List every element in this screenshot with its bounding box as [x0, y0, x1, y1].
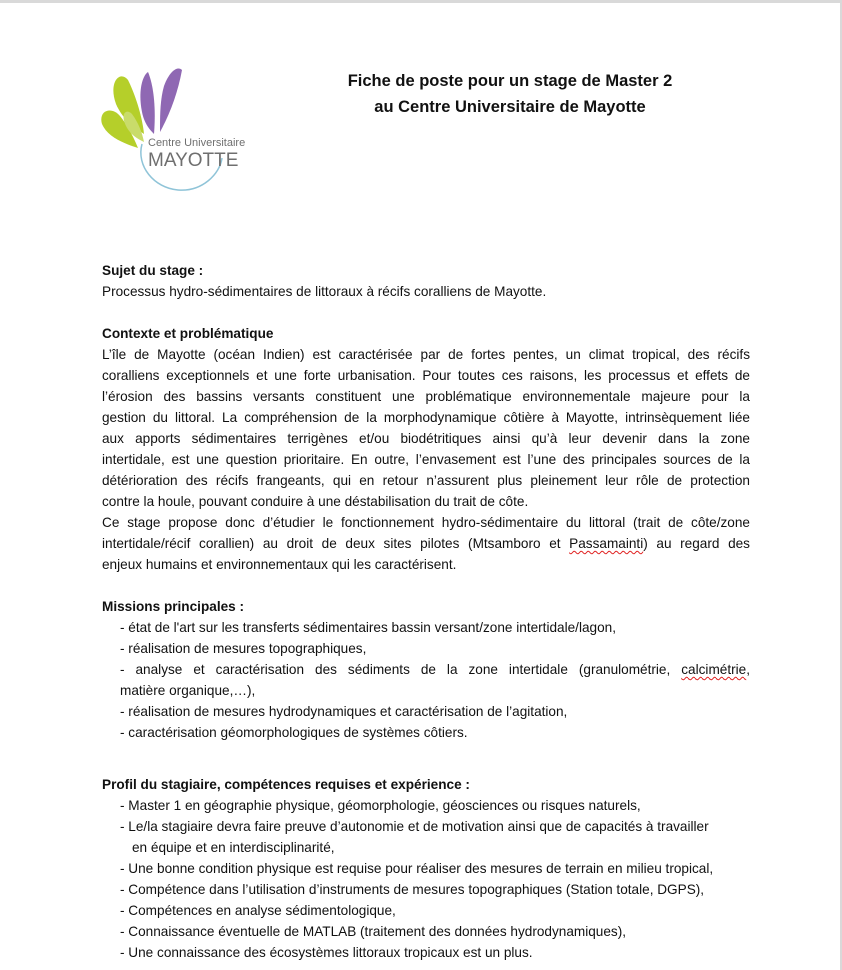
- list-item: [120, 816, 750, 858]
- list-item-part: - analyse et caractérisation des sédiments de la zone intertidale (granulométrie,: [120, 662, 682, 677]
- missions-list: [102, 617, 750, 743]
- list-item-text: en équipe et en interdisciplinarité,: [132, 840, 335, 855]
- list-item: [120, 900, 750, 921]
- list-item-text: - Une connaissance des écosystèmes littoraux tropicaux est un plus.: [120, 945, 533, 960]
- list-item-text: - réalisation de mesures topographiques,: [120, 641, 367, 656]
- sujet-heading: Sujet du stage :: [102, 263, 204, 278]
- list-item-text: [120, 659, 750, 680]
- contexte-line: gestion du littoral. La compréhension de la morphodynamique côtière à Mayotte, intrinsèquement liée: [102, 410, 750, 425]
- profil-list: [102, 795, 750, 963]
- list-item-text: - Compétences en analyse sédimentologique,: [120, 903, 396, 918]
- logo-line1: Centre Universitaire: [148, 137, 246, 149]
- spellcheck-word: Passamainti: [569, 536, 644, 551]
- list-item-text: - Une bonne condition physique est requise pour réaliser des mesures de terrain en milieu tropical,: [120, 861, 714, 876]
- list-item: [120, 858, 750, 879]
- stage-line: [102, 533, 750, 554]
- list-item: [120, 722, 750, 743]
- contexte-line: contre la houle, pouvant conduire à une déstabilisation du trait de côte.: [102, 494, 529, 509]
- logo-line2: MAYOTTE: [148, 150, 239, 171]
- list-item: [120, 701, 750, 722]
- list-item-text: - réalisation de mesures hydrodynamiques et caractérisation de l’agitation,: [120, 704, 568, 719]
- list-item-text: - Connaissance éventuelle de MATLAB (traitement des données hydrodynamiques),: [120, 924, 627, 939]
- list-item: [120, 617, 750, 638]
- document-title: [300, 68, 720, 120]
- sujet-text: Processus hydro-sédimentaires de littoraux à récifs coralliens de Mayotte.: [102, 284, 547, 299]
- cum-logo: [98, 62, 254, 194]
- list-item-part: ,: [746, 662, 750, 677]
- contexte-line: intertidale, est une question prioritaire. En outre, l’envasement est l’une des principales sources de la: [102, 452, 750, 467]
- stage-line: enjeux humains et environnementaux qui les caractérisent.: [102, 557, 457, 572]
- contexte-line: L’île de Mayotte (océan Indien) est caractérisée par de fortes pentes, un climat tropical, des récifs: [102, 347, 750, 362]
- contexte-paragraph: [102, 344, 750, 512]
- list-item-text: matière organique,…),: [120, 683, 256, 698]
- window-top-border: [0, 0, 842, 3]
- stage-line-part: ) au regard des: [643, 536, 750, 551]
- document-body: [102, 260, 750, 963]
- list-item-text: - Compétence dans l’utilisation d’instruments de mesures topographiques (Station totale, DGPS),: [120, 882, 705, 897]
- list-item-text: - Master 1 en géographie physique, géomorphologie, géosciences ou risques naturels,: [120, 798, 641, 813]
- missions-heading: Missions principales :: [102, 599, 245, 614]
- profil-heading: Profil du stagiaire, compétences requises et expérience :: [102, 777, 470, 792]
- contexte-line: coralliens exceptionnels et une forte urbanisation. Pour toutes ces raisons, les processus et effets de: [102, 368, 750, 383]
- list-item: [120, 921, 750, 942]
- list-item: [120, 942, 750, 963]
- stage-line: Ce stage propose donc d’étudier le fonctionnement hydro-sédimentaire du littoral (trait de côte/zone: [102, 515, 750, 530]
- list-item: [120, 795, 750, 816]
- list-item-text: - caractérisation géomorphologiques de systèmes côtiers.: [120, 725, 468, 740]
- title-line-1: Fiche de poste pour un stage de Master 2: [347, 72, 673, 90]
- stage-line-part: intertidale/récif corallien) au droit de deux sites pilotes (Mtsamboro et: [102, 536, 570, 551]
- list-item-text: - Le/la stagiaire devra faire preuve d’autonomie et de motivation ainsi que de capacités à travailler: [120, 819, 709, 834]
- contexte-line: aux apports sédimentaires terrigènes et/ou biodétritiques ainsi qu’à leur devenir dans la zone: [102, 431, 750, 446]
- list-item: [120, 659, 750, 701]
- contexte-line: détérioration des récifs frangeants, qui en retour n’assurent plus pleinement leur rôle de protection: [102, 473, 750, 488]
- stage-paragraph: [102, 512, 750, 575]
- list-item: [120, 879, 750, 900]
- list-item: [120, 638, 750, 659]
- list-item-text: - état de l'art sur les transferts sédimentaires bassin versant/zone intertidale/lagon,: [120, 620, 616, 635]
- contexte-heading: Contexte et problématique: [102, 326, 274, 341]
- title-line-2: au Centre Universitaire de Mayotte: [374, 98, 646, 116]
- spellcheck-word: calcimétrie: [681, 662, 747, 677]
- contexte-line: l’érosion des bassins versants constituent une problématique environnementale majeure pour la: [102, 389, 750, 404]
